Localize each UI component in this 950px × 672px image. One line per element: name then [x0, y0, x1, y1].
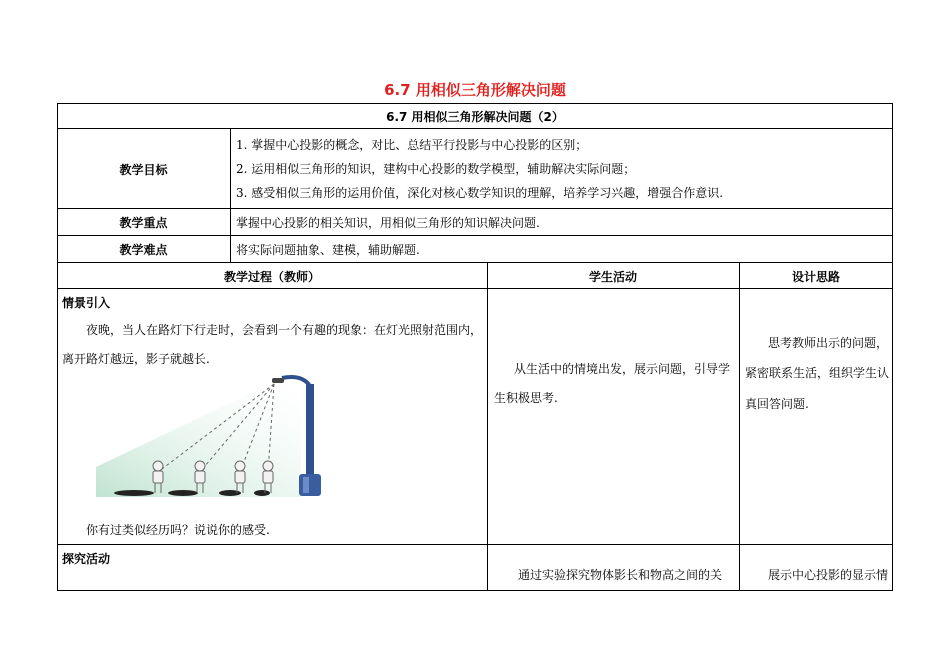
intro-question: 你有过类似经历吗？说说你的感受. — [86, 523, 270, 537]
objective-item: 1. 掌握中心投影的概念，对比、总结平行投影与中心投影的区别； — [236, 138, 588, 152]
design-line: 思考教师出示的问题， — [768, 336, 889, 350]
student-activity-line: 从生活中的情境出发，展示问题，引导学 — [514, 362, 731, 376]
key-points-text: 掌握中心投影的相关知识，用相似三角形的知识解决问题. — [236, 216, 540, 230]
design-line: 展示中心投影的显示情 — [768, 568, 889, 582]
column-header-design: 设计思路 — [791, 270, 840, 284]
difficulties-text: 将实际问题抽象、建模，辅助解题. — [236, 243, 420, 257]
objective-item: 3. 感受相似三角形的运用价值，深化对核心数学知识的理解，培养学习兴趣，增强合作意识. — [236, 186, 724, 200]
column-header-teacher: 教学过程（教师） — [223, 270, 320, 284]
section-heading: 情景引入 — [62, 296, 111, 310]
table-heading: 6.7 用相似三角形解决问题（2） — [386, 110, 564, 124]
column-header-student: 学生活动 — [588, 270, 637, 284]
street-lamp-illustration — [96, 372, 332, 500]
difficulties-label: 教学难点 — [119, 243, 168, 257]
key-points-label: 教学重点 — [119, 216, 168, 230]
design-line: 紧密联系生活，组织学生认 — [745, 366, 890, 380]
student-activity-line: 通过实验探究物体影长和物高之间的关 — [518, 568, 723, 582]
student-activity-line: 生积极思考. — [494, 391, 558, 405]
intro-paragraph-line: 离开路灯越远，影子就越长. — [62, 352, 210, 366]
intro-paragraph-line: 夜晚，当人在路灯下行走时，会看到一个有趣的现象：在灯光照射范围内， — [86, 323, 483, 337]
section-heading: 探究活动 — [62, 552, 111, 566]
objectives-label: 教学目标 — [119, 163, 168, 177]
design-line: 真回答问题. — [745, 397, 809, 411]
objective-item: 2. 运用相似三角形的知识，建构中心投影的数学模型，辅助解决实际问题； — [236, 162, 636, 176]
page-title: 6.7 用相似三角形解决问题 — [384, 81, 566, 99]
